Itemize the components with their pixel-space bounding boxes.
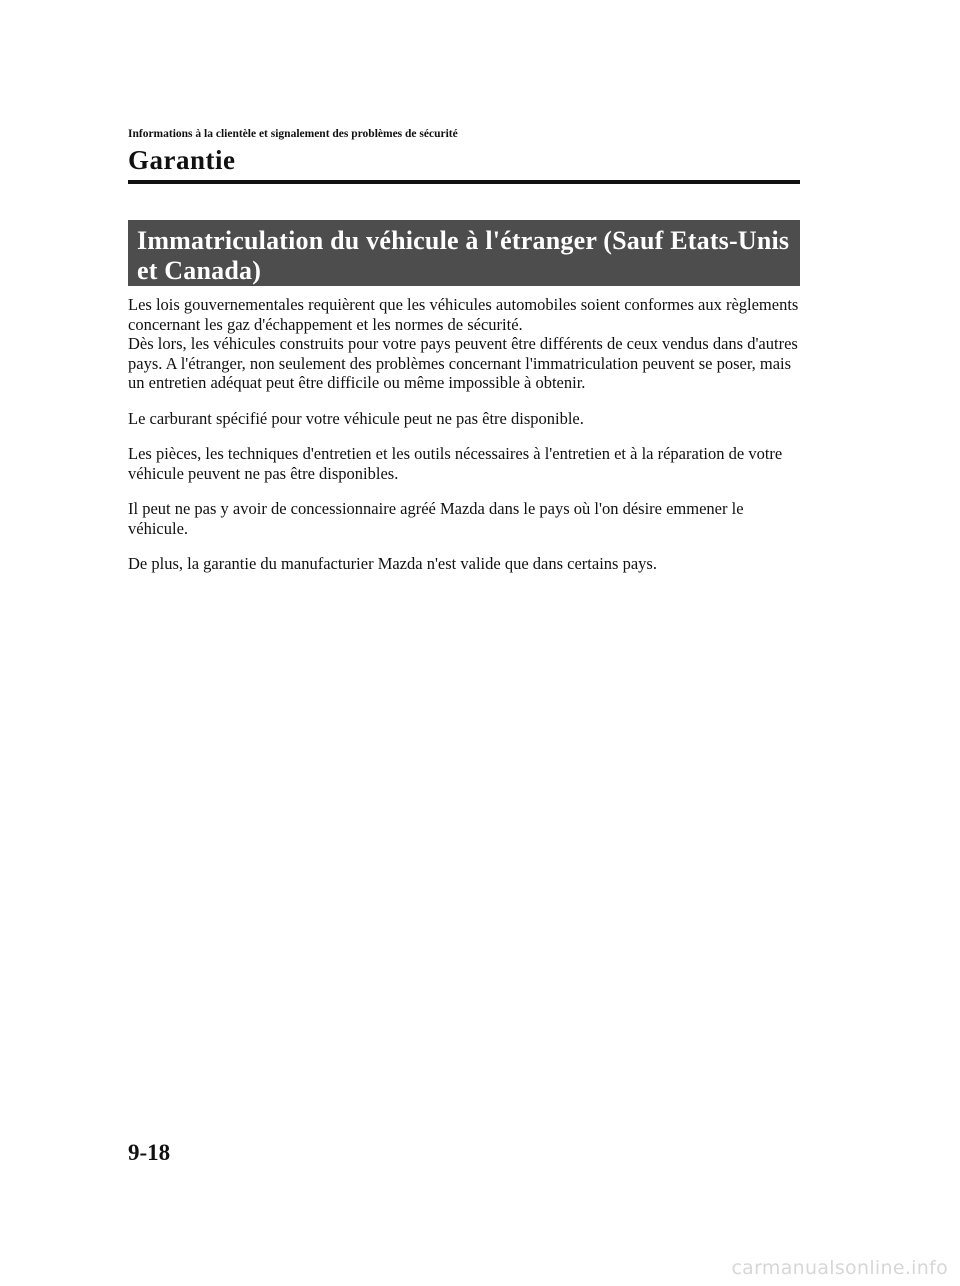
watermark: carmanualsonline.info: [731, 1257, 948, 1279]
body-content: [128, 295, 800, 590]
page-number: 9-18: [128, 1140, 171, 1165]
paragraph-parts: Les pièces, les techniques d'entretien et les outils nécessaires à l'entretien et à la réparation de votre véhicule peuvent ne pas être disponibles.: [128, 444, 783, 483]
paragraph-regulations: Les lois gouvernementales requièrent que les véhicules automobiles soient conformes aux règlements concernant les gaz d'échappement et les normes de sécurité.: [128, 295, 799, 334]
section-label: Informations à la clientèle et signalement des problèmes de sécurité: [128, 128, 458, 140]
paragraph-fuel: Le carburant spécifié pour votre véhicule peut ne pas être disponible.: [128, 408, 584, 428]
paragraph-vehicle-differences: Dès lors, les véhicules construits pour votre pays peuvent être différents de ceux vendus dans d'autres pays. A l'étranger, non seulement des problèmes concernant l'immatriculation peuvent se poser, mais un entretien adéquat peut être difficile ou même impossible à obtenir.: [128, 334, 798, 392]
topic-title: Immatriculation du véhicule à l'étranger (Sauf Etats-Unis et Canada): [137, 226, 790, 285]
page-header: [128, 127, 800, 177]
header-divider: [128, 180, 800, 184]
chapter-title: Garantie: [128, 145, 236, 175]
paragraph-dealer: Il peut ne pas y avoir de concessionnaire agréé Mazda dans le pays où l'on désire emmener le véhicule.: [128, 499, 744, 538]
topic-banner: [128, 220, 800, 286]
paragraph-warranty: De plus, la garantie du manufacturier Mazda n'est valide que dans certains pays.: [128, 554, 657, 573]
